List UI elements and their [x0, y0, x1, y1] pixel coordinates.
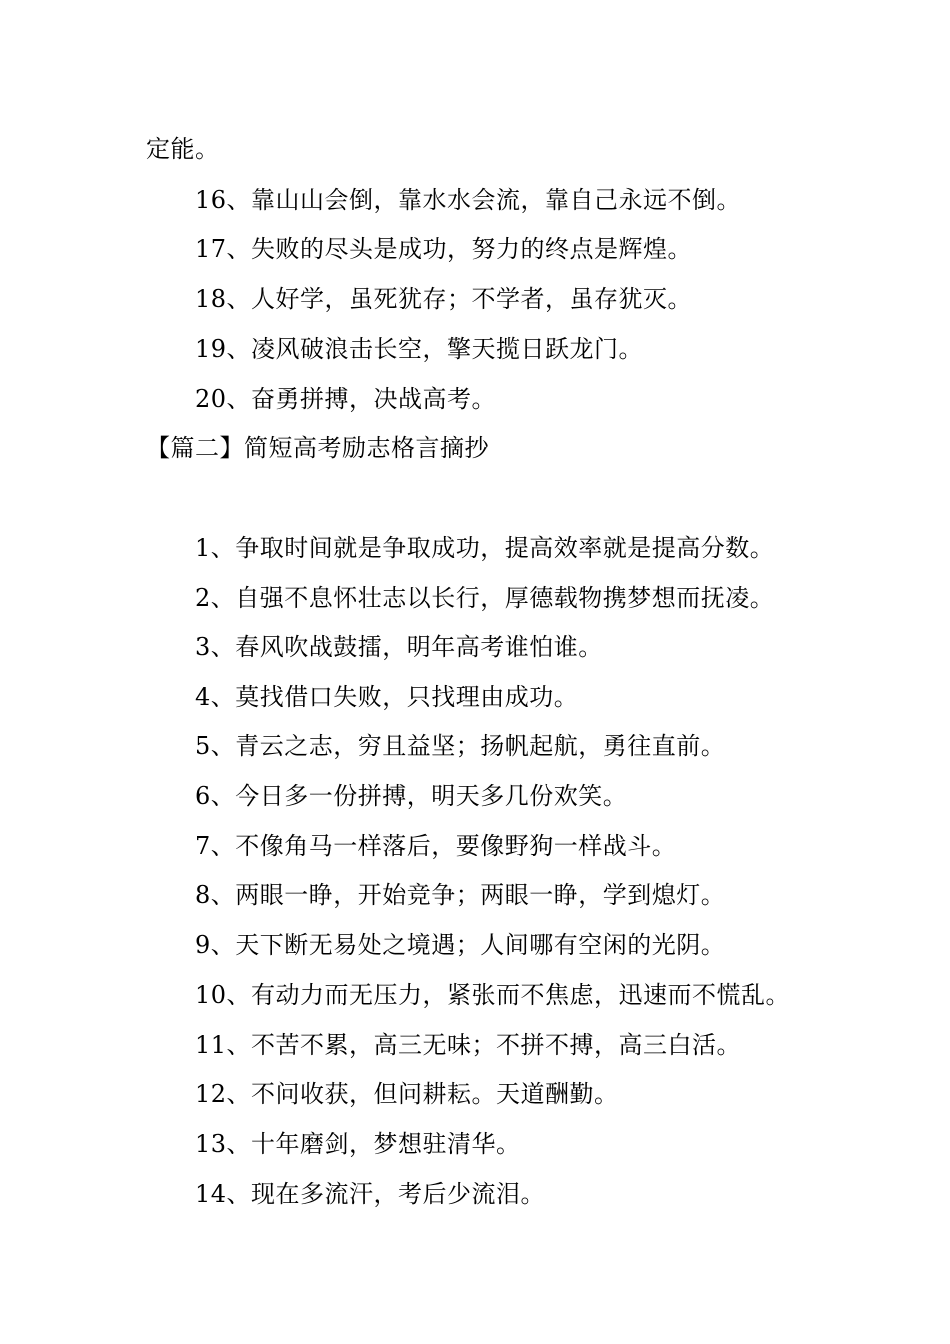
list-item: 20、奋勇拼搏，决战高考。 [195, 385, 497, 413]
list-item: 5、青云之志，穷且益坚；扬帆起航，勇往直前。 [195, 732, 726, 760]
list-item: 14、现在多流汗，考后少流泪。 [195, 1180, 546, 1208]
list-item: 19、凌风破浪击长空，擎天揽日跃龙门。 [195, 335, 644, 363]
list-item: 11、不苦不累，高三无味；不拼不搏，高三白活。 [195, 1031, 742, 1059]
list-item: 10、有动力而无压力，紧张而不焦虑，迅速而不慌乱。 [195, 981, 791, 1009]
list-item: 2、自强不息怀壮志以长行，厚德载物携梦想而抚凌。 [195, 584, 775, 612]
list-item: 9、天下断无易处之境遇；人间哪有空闲的光阴。 [195, 931, 726, 959]
list-item: 18、人好学，虽死犹存；不学者，虽存犹灭。 [195, 285, 693, 313]
paragraph-continuation: 定能。 [146, 135, 220, 163]
list-item: 1、争取时间就是争取成功，提高效率就是提高分数。 [195, 534, 775, 562]
list-item: 7、不像角马一样落后，要像野狗一样战斗。 [195, 832, 677, 860]
list-item: 12、不问收获，但问耕耘。天道酬勤。 [195, 1080, 619, 1108]
section-heading: 【篇二】简短高考励志格言摘抄 [146, 434, 489, 462]
list-item: 8、两眼一睁，开始竞争；两眼一睁，学到熄灯。 [195, 881, 726, 909]
list-item: 4、莫找借口失败，只找理由成功。 [195, 683, 579, 711]
list-item: 6、今日多一份拼搏，明天多几份欢笑。 [195, 782, 628, 810]
list-item: 13、十年磨剑，梦想驻清华。 [195, 1130, 521, 1158]
list-item: 17、失败的尽头是成功，努力的终点是辉煌。 [195, 235, 693, 263]
list-item: 3、春风吹战鼓擂，明年高考谁怕谁。 [195, 633, 603, 661]
list-item: 16、靠山山会倒，靠水水会流，靠自己永远不倒。 [195, 186, 742, 214]
